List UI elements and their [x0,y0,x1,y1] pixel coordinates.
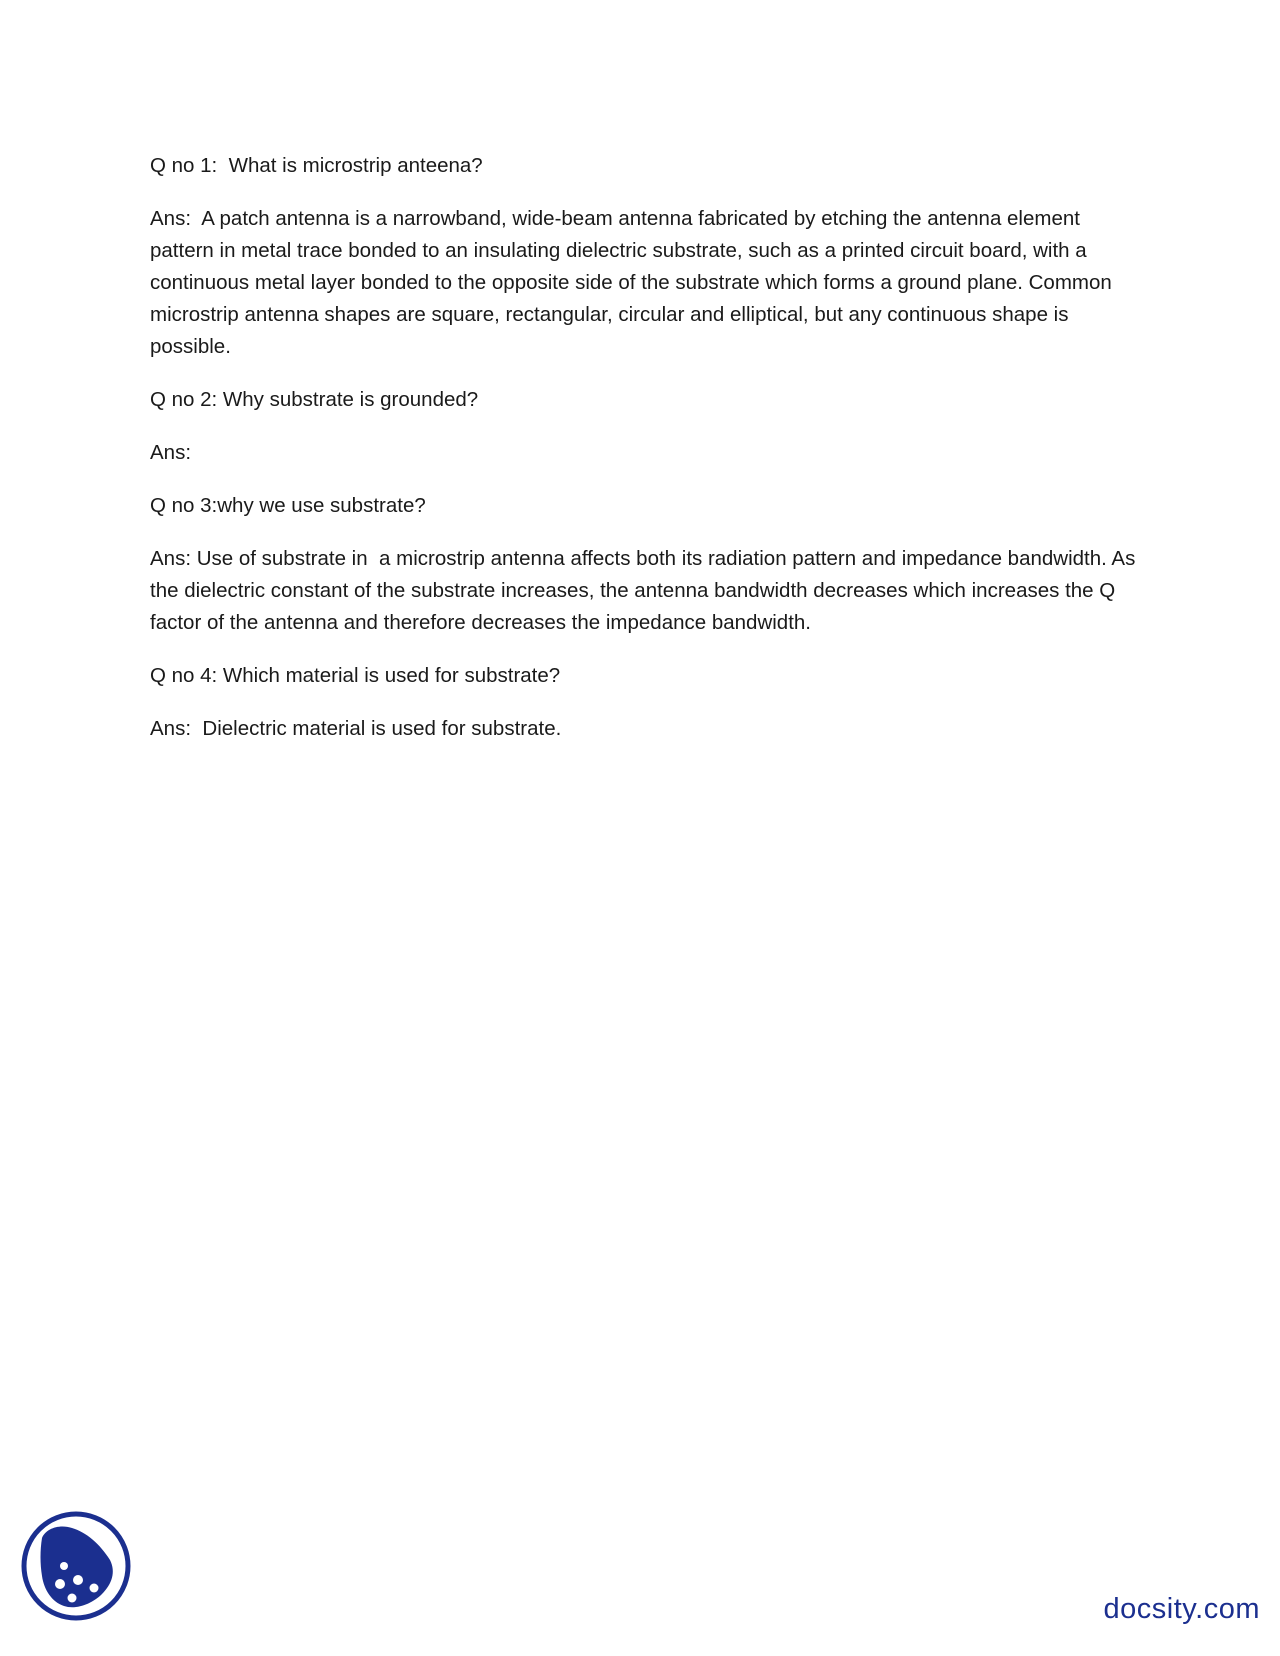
question-2: Q no 2: Why substrate is grounded? [150,388,479,411]
question-1: Q no 1: What is microstrip anteena? [150,154,483,177]
question-4: Q no 4: Which material is used for substrate? [150,664,561,687]
docsity-brand[interactable]: docsity.com [1103,1593,1260,1625]
question-3: Q no 3:why we use substrate? [150,494,426,517]
docsity-logo-icon [20,1510,132,1622]
answer-2: Ans: [150,441,192,464]
document-body [150,150,1140,766]
answer-1: Ans: A patch antenna is a narrowband, wide-beam antenna fabricated by etching the antenna element pattern in metal trace bonded to an insulating dielectric substrate, such as a printed circuit board, with a continuous metal layer bonded to the opposite side of the substrate which forms a ground plane. Common microstrip antenna shapes are square, rectangular, circular and elliptical, but any continuous shape is possible. [150,207,1118,358]
answer-3: Ans: Use of substrate in a microstrip antenna affects both its radiation pattern and impedance bandwidth. As the dielectric constant of the substrate increases, the antenna bandwidth decreases which increases the Q factor of the antenna and therefore decreases the impedance bandwidth. [150,547,1142,634]
answer-4: Ans: Dielectric material is used for substrate. [150,717,562,740]
